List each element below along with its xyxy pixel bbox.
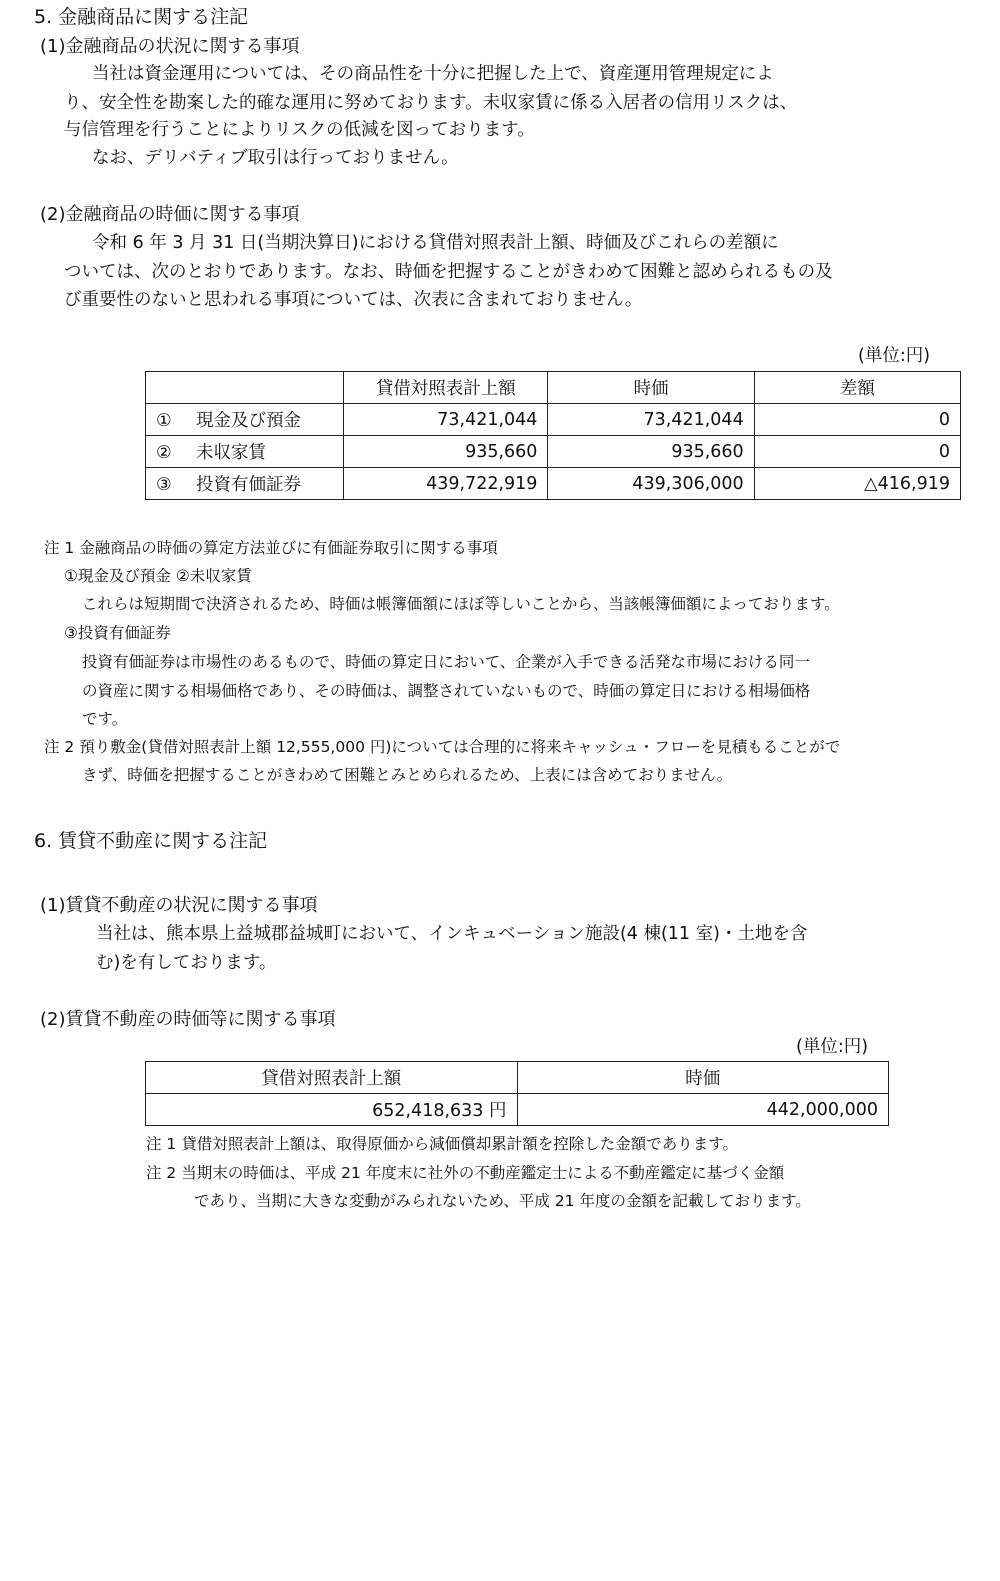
- section6-note: 注 1 貸借対照表計上額は、取得原価から減価償却累計額を控除した金額であります。: [146, 1135, 738, 1153]
- table-header-book-value: 貸借対照表計上額: [146, 1062, 518, 1094]
- row-book-value: 73,421,044: [344, 404, 548, 436]
- note2-line: きず、時価を把握することがきわめて困難とみとめられるため、上表には含めておりません。: [82, 766, 733, 784]
- table-row: [146, 468, 961, 500]
- table-row: [146, 436, 961, 468]
- table-header-difference: 差額: [754, 372, 960, 404]
- rental-property-table: [145, 1061, 889, 1126]
- table-header-blank: [146, 372, 344, 404]
- section6-sub1-line: 当社は、熊本県上益城郡益城町において、インキュベーション施設(4 棟(11 室)・土地を含: [96, 924, 808, 944]
- row-label-text: 未収家賃: [196, 443, 266, 463]
- row-label-text: 現金及び預金: [196, 411, 301, 431]
- section5-sub1-heading: (1)金融商品の状況に関する事項: [40, 36, 300, 57]
- row-mark: ②: [156, 443, 172, 463]
- section6-note: 注 2 当期末の時価は、平成 21 年度末に社外の不動産鑑定士による不動産鑑定に基づく金額: [146, 1164, 785, 1182]
- row-mark: ①: [156, 411, 172, 431]
- table-row: [146, 404, 961, 436]
- table-row: [146, 1094, 889, 1126]
- row-difference: △416,919: [754, 468, 960, 500]
- row-label: [146, 404, 344, 436]
- section5-sub2-heading: (2)金融商品の時価に関する事項: [40, 204, 300, 225]
- note1-sub2-line: の資産に関する相場価格であり、その時価は、調整されていないもので、時価の算定日における相場価格: [82, 682, 811, 700]
- row-difference: 0: [754, 436, 960, 468]
- note1-sub2-line: です。: [82, 710, 128, 728]
- table2-unit: (単位:円): [796, 1037, 869, 1057]
- row-book-value: 439,722,919: [344, 468, 548, 500]
- row-fair-value: 935,660: [548, 436, 754, 468]
- section5-heading: 5. 金融商品に関する注記: [34, 6, 249, 28]
- section6-sub1-heading: (1)賃貸不動産の状況に関する事項: [40, 895, 318, 916]
- table-header-fair-value: 時価: [517, 1062, 889, 1094]
- table-header-fair-value: 時価: [548, 372, 754, 404]
- section5-sub2-line: 令和 6 年 3 月 31 日(当期決算日)における貸借対照表計上額、時価及びこれらの差額に: [92, 233, 779, 253]
- section5-sub1-line: 当社は資金運用については、その商品性を十分に把握した上で、資産運用管理規定によ: [92, 64, 774, 84]
- row-book-value: 935,660: [344, 436, 548, 468]
- fair-value-cell: 442,000,000: [517, 1094, 889, 1126]
- note2-line: 注 2 預り敷金(貸借対照表計上額 12,555,000 円)については合理的に将来キャッシュ・フローを見積もることがで: [44, 738, 841, 756]
- section6-sub2-heading: (2)賃貸不動産の時価等に関する事項: [40, 1009, 336, 1030]
- section5-sub1-line: り、安全性を勘案した的確な運用に努めております。未収家賃に係る入居者の信用リスクは、: [64, 93, 798, 113]
- book-value-cell: 652,418,633 円: [146, 1094, 518, 1126]
- note1-sub1-text: これらは短期間で決済されるため、時価は帳簿価額にほぼ等しいことから、当該帳簿価額によっております。: [82, 595, 840, 613]
- table-header-row: [146, 1062, 889, 1094]
- financial-instruments-table: [145, 371, 961, 500]
- row-mark: ③: [156, 475, 172, 495]
- table-header-row: [146, 372, 961, 404]
- section5-sub2-line: び重要性のないと思われる事項については、次表に含まれておりません。: [64, 290, 643, 310]
- row-label-text: 投資有価証券: [196, 475, 301, 495]
- row-fair-value: 439,306,000: [548, 468, 754, 500]
- section6-heading: 6. 賃貸不動産に関する注記: [34, 830, 268, 852]
- section5-sub1-line: なお、デリバティブ取引は行っておりません。: [92, 148, 459, 168]
- section5-sub2-line: ついては、次のとおりであります。なお、時価を把握することがきわめて困難と認められるもの及: [64, 262, 833, 282]
- note1-sub1-heading: ①現金及び預金 ②未収家賃: [64, 567, 252, 585]
- note1-heading: 注 1 金融商品の時価の算定方法並びに有価証券取引に関する事項: [44, 539, 498, 557]
- table-header-book-value: 貸借対照表計上額: [344, 372, 548, 404]
- row-fair-value: 73,421,044: [548, 404, 754, 436]
- row-label: [146, 436, 344, 468]
- row-difference: 0: [754, 404, 960, 436]
- note1-sub2-line: 投資有価証券は市場性のあるもので、時価の算定日において、企業が入手できる活発な市場における同一: [82, 653, 810, 671]
- row-label: [146, 468, 344, 500]
- section5-sub1-line: 与信管理を行うことによりリスクの低減を図っております。: [64, 120, 535, 140]
- note1-sub2-heading: ③投資有価証券: [64, 624, 171, 642]
- section6-note: であり、当期に大きな変動がみられないため、平成 21 年度の金額を記載しております。: [194, 1192, 811, 1210]
- section6-sub1-line: む)を有しております。: [96, 953, 277, 973]
- table1-unit: (単位:円): [858, 346, 931, 366]
